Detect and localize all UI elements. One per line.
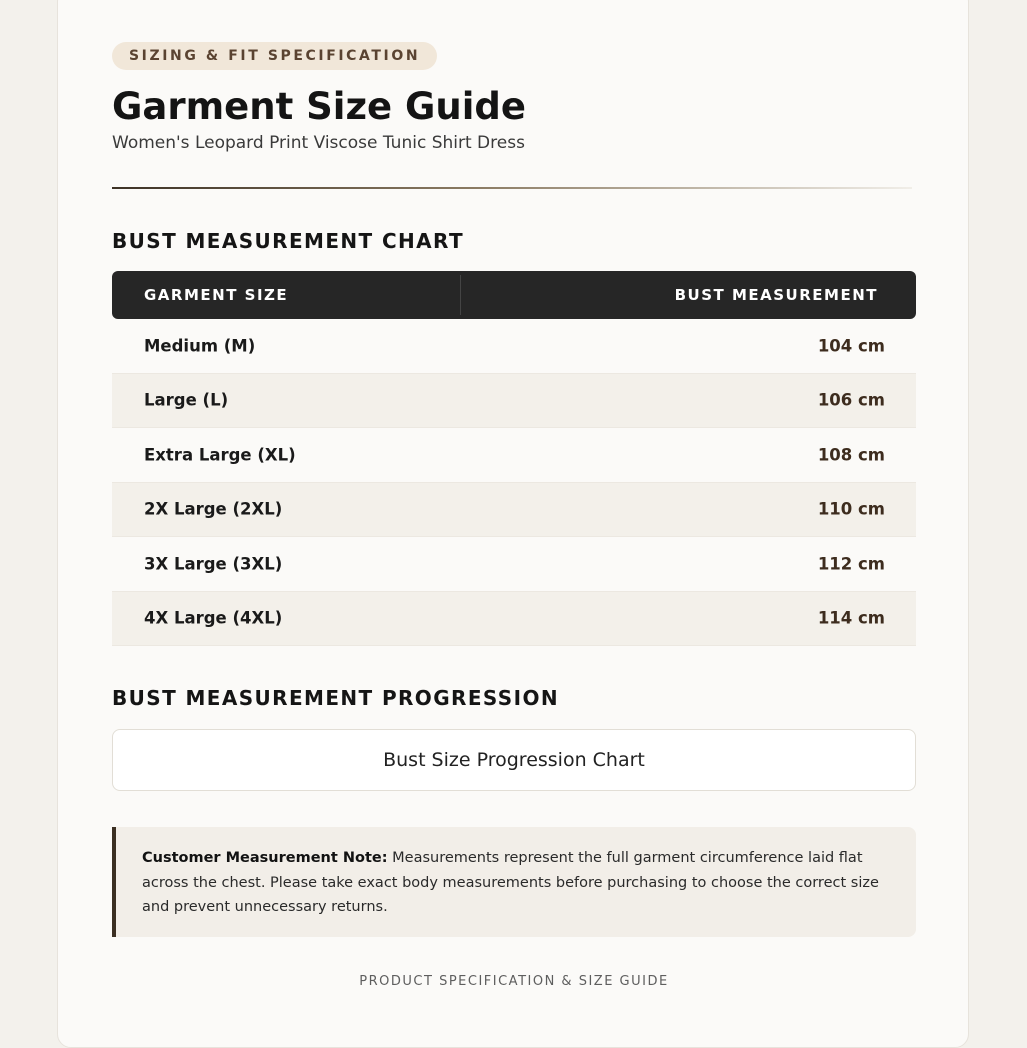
- progression-chart-placeholder: Bust Size Progression Chart: [112, 729, 916, 791]
- note-text: Measurements represent the full garment circumference laid flat across the chest. Please take exact body measurements before purchasing to choose the correct size and prevent unnecessary returns.: [142, 850, 879, 915]
- product-subtitle: Women's Leopard Print Viscose Tunic Shirt Dress: [112, 133, 525, 153]
- table-row: [112, 374, 916, 429]
- table-row: [112, 483, 916, 538]
- table-row: [112, 537, 916, 592]
- header-divider: [112, 187, 912, 189]
- bust-chart-heading: BUST MEASUREMENT CHART: [112, 229, 464, 253]
- measurement-cell: 110 cm: [817, 499, 885, 519]
- table-header: [112, 271, 916, 319]
- size-cell: Large (L): [144, 390, 229, 410]
- table-row: [112, 428, 916, 483]
- size-guide-card: [57, 0, 969, 1048]
- measurement-cell: 114 cm: [817, 608, 885, 628]
- measurement-cell: 104 cm: [817, 336, 885, 356]
- measurement-cell: 108 cm: [817, 445, 885, 465]
- category-badge: SIZING & FIT SPECIFICATION: [112, 42, 437, 70]
- column-header-measurement: BUST MEASUREMENT: [674, 286, 878, 304]
- size-cell: 4X Large (4XL): [144, 608, 283, 628]
- page-title: Garment Size Guide: [112, 85, 526, 128]
- size-cell: Medium (M): [144, 336, 256, 356]
- size-cell: Extra Large (XL): [144, 445, 296, 465]
- size-cell: 2X Large (2XL): [144, 499, 283, 519]
- size-cell: 3X Large (3XL): [144, 554, 283, 574]
- measurement-cell: 112 cm: [817, 554, 885, 574]
- size-table: [112, 271, 916, 646]
- table-row: [112, 592, 916, 647]
- note-label: Customer Measurement Note:: [142, 850, 388, 866]
- column-header-size: GARMENT SIZE: [144, 286, 289, 304]
- progression-heading: BUST MEASUREMENT PROGRESSION: [112, 686, 559, 710]
- table-row: [112, 319, 916, 374]
- footer-text: PRODUCT SPECIFICATION & SIZE GUIDE: [359, 974, 669, 989]
- header-divider-line: [460, 275, 461, 315]
- customer-note: [112, 827, 916, 937]
- measurement-cell: 106 cm: [817, 390, 885, 410]
